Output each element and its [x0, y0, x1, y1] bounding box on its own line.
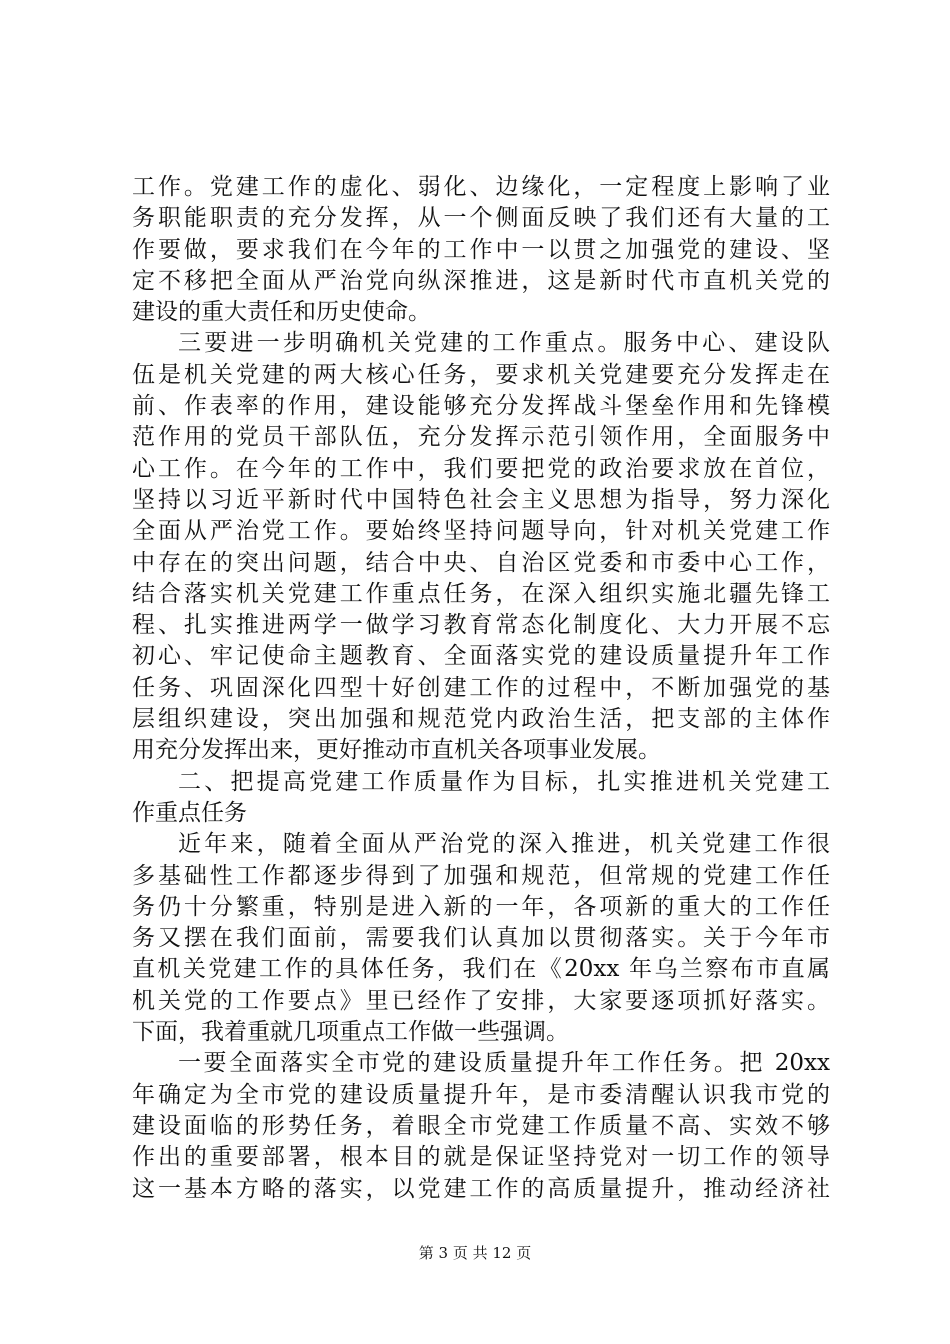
text-line: 务又摆在我们面前，需要我们认真加以贯彻落实。关于今年市 — [132, 925, 830, 952]
text-line: 用充分发挥出来，更好推动市直机关各项事业发展。 — [132, 737, 661, 764]
text-line: 初心、牢记使命主题教育、全面落实党的建设质量提升年工作 — [132, 643, 830, 670]
text-line: 中存在的突出问题，结合中央、自治区党委和市委中心工作， — [132, 549, 830, 576]
text-line: 多基础性工作都逐步得到了加强和规范，但常规的党建工作任 — [132, 862, 830, 889]
text-line: 心工作。在今年的工作中，我们要把党的政治要求放在首位， — [132, 455, 830, 482]
text-line: 任务、巩固深化四型十好创建工作的过程中，不断加强党的基 — [132, 674, 830, 701]
section-heading-line: 作重点任务 — [132, 799, 247, 826]
document-body — [132, 172, 830, 1205]
text-line: 工作。党建工作的虚化、弱化、边缘化，一定程度上影响了业 — [132, 174, 830, 200]
text-line: 建设的重大责任和历史使命。 — [132, 299, 431, 326]
section-heading-line: 二、把提高党建工作质量作为目标，扎实推进机关党建工 — [178, 768, 830, 795]
text-line: 层组织建设，突出加强和规范党内政治生活，把支部的主体作 — [132, 706, 830, 733]
text-line: 程、扎实推进两学一做学习教育常态化制度化、大力开展不忘 — [132, 612, 830, 639]
text-line: 范作用的党员干部队伍，充分发挥示范引领作用，全面服务中 — [132, 424, 830, 451]
text-line: 全面从严治党工作。要始终坚持问题导向，针对机关党建工作 — [132, 518, 830, 545]
text-line: 定不移把全面从严治党向纵深推进，这是新时代市直机关党的 — [132, 267, 830, 294]
text-line: 结合落实机关党建工作重点任务，在深入组织实施北疆先锋工 — [132, 580, 830, 607]
text-line: 坚持以习近平新时代中国特色社会主义思想为指导，努力深化 — [132, 486, 830, 513]
text-line: 直机关党建工作的具体任务，我们在《20xx 年乌兰察布市直属 — [132, 956, 830, 983]
text-line: 伍是机关党建的两大核心任务，要求机关党建要充分发挥走在 — [132, 361, 830, 388]
page-number: 第 3 页 共 12 页 — [418, 1244, 532, 1262]
paragraph-start-line: 近年来，随着全面从严治党的深入推进，机关党建工作很 — [178, 831, 830, 858]
text-line: 务仍十分繁重，特别是进入新的一年，各项新的重大的工作任 — [132, 893, 830, 920]
paragraph-start-line: 三要进一步明确机关党建的工作重点。服务中心、建设队 — [178, 330, 830, 357]
text-line: 前、作表率的作用，建设能够充分发挥战斗堡垒作用和先锋模 — [132, 393, 830, 420]
paragraph-start-line: 一要全面落实全市党的建设质量提升年工作任务。把 20xx — [178, 1050, 830, 1077]
text-line: 这一基本方略的落实，以党建工作的高质量提升，推动经济社 — [132, 1175, 830, 1202]
text-line: 年确定为全市党的建设质量提升年，是市委清醒认识我市党的 — [132, 1081, 830, 1108]
page-footer — [0, 1243, 950, 1263]
text-line: 机关党的工作要点》里已经作了安排，大家要逐项抓好落实。 — [132, 987, 830, 1014]
text-line: 务职能职责的充分发挥，从一个侧面反映了我们还有大量的工 — [132, 205, 830, 232]
text-line: 作出的重要部署，根本目的就是保证坚持党对一切工作的领导 — [132, 1144, 830, 1171]
text-line: 下面，我着重就几项重点工作做一些强调。 — [132, 1019, 569, 1046]
text-line: 作要做，要求我们在今年的工作中一以贯之加强党的建设、坚 — [132, 236, 830, 263]
text-line: 建设面临的形势任务，着眼全市党建工作质量不高、实效不够 — [132, 1112, 830, 1139]
